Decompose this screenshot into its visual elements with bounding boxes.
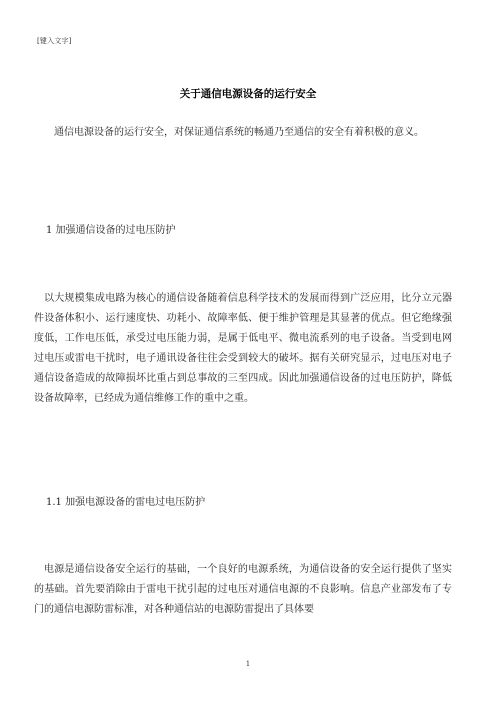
- section-1-heading: 1 加强通信设备的过电压防护: [46, 225, 176, 236]
- document-title: 关于通信电源设备的运行安全: [179, 88, 317, 100]
- section-1-1-heading: 1.1 加强电源设备的雷电过电压防护: [46, 497, 206, 508]
- page-number: 1: [245, 660, 251, 668]
- section-1-paragraph: 以大规模集成电路为核心的通信设备随着信息科学技术的发展而得到广泛应用，比分立元器件设备体积小、运行速度快、功耗小、故障率低、便于维护管理是其显著的优点。但它绝缘强度低，工作电压低，承受过电压能力弱，是属于低电平、微电流系列的电子设备。当受到电网过电压或雷电干扰时，电子通讯设备往往会受到较大的破坏。据有关研究显示，过电压对电子通信设备造成的故障损坏比重占到总事故的三至四成。因此加强通信设备的过电压防护，降低设备故障率，已经成为通信维修工作的重中之重。: [34, 293, 452, 404]
- intro-paragraph: 通信电源设备的运行安全，对保证通信系统的畅通乃至通信的安全有着积极的意义。: [54, 127, 424, 138]
- section-1-1-paragraph: 电源是通信设备安全运行的基础，一个良好的电源系统，为通信设备的安全运行提供了坚实的基础。首先要消除由于雷电干扰引起的过电压对通信电源的不良影响。信息产业部发布了专门的通信电源防雷标准，对各种通信站的电源防雷提出了具体要: [34, 564, 452, 615]
- header-placeholder: [键入文字]: [37, 37, 72, 45]
